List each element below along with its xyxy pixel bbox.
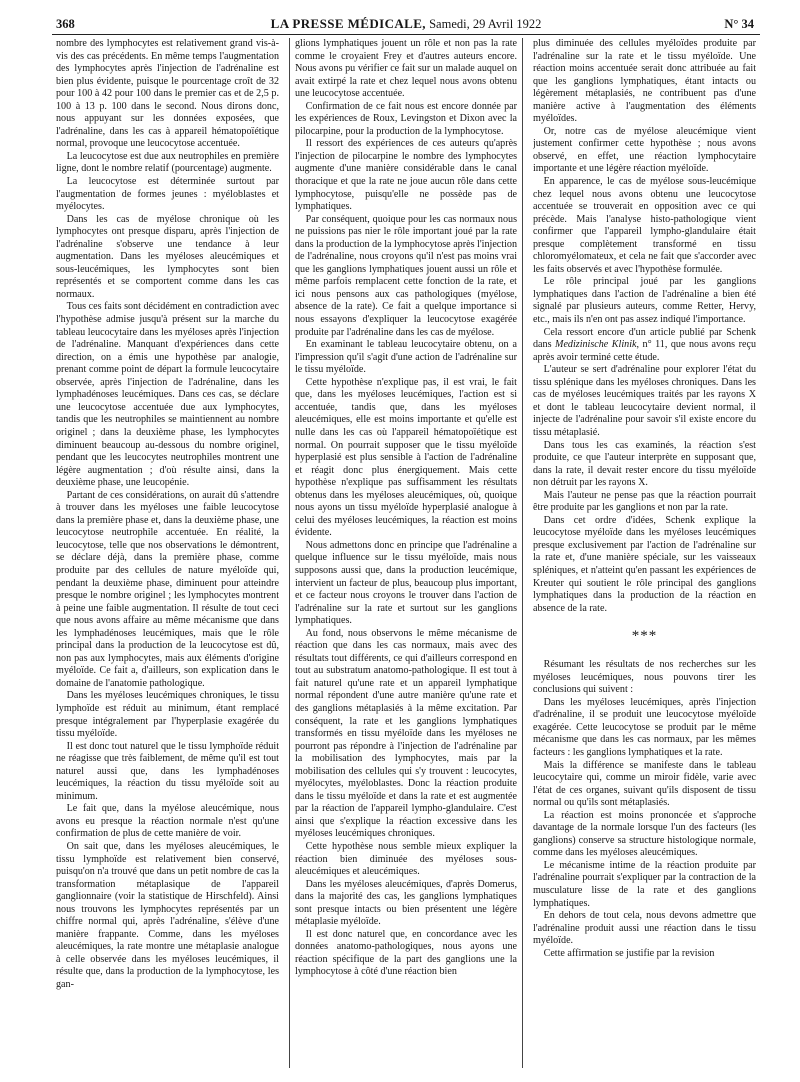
column-left (56, 38, 279, 1068)
paragraph: Il ressort des expériences de ces auteurs qu'après l'injection de pilocarpine le nombre des lymphocytes augmente d'une manière considérable dans le canal thoracique et que la rate ne joue aucun rôle dans cette lymphocytose, puisqu'elle ne possède pas de lymphatiques. (295, 138, 517, 213)
paragraph: Résumant les résultats de nos recherches sur les myéloses leucémiques, nous pouvons tirer les conclusions qui suivent : (533, 659, 756, 696)
paragraph: Cette hypothèse nous semble mieux expliquer la réaction bien diminuée des myéloses sous-aleucémiques et aleucémiques. (295, 841, 517, 878)
paragraph: Le mécanisme intime de la réaction produite par l'adrénaline pourrait s'expliquer par la contraction de la musculature lisse de la rate et des ganglions lymphatiques. (533, 859, 756, 909)
paragraph: Tous ces faits sont décidément en contradiction avec l'hypothèse admise jusqu'à présent sur la marche du tableau leucocytaire dans les myéloses après l'injection de l'adrénaline. Manquant d'expériences dans cette direction, on a émis une hypothèse par analogie, prenant comme point de départ la formule leucocytaire observée, après l'injection de l'adrénaline, dans les lymphadénoses leucémiques. Dans ces cas, se déclare une leucocytose accentuée due aux lymphocytes, tandis que les neutrophiles se maintiennent au nombre originel ; dans la deuxième phase, les lymphocytes diminuent beaucoup au-dessous du nombre originel, pendant que les leucocytes neutrophiles montrent une légère augmentation ; d'où résulte ainsi, dans la deuxième phase, une leucopénie. (56, 301, 279, 489)
paragraph: Confirmation de ce fait nous est encore donnée par les expériences de Roux, Levingston et Dixon avec la pilocarpine, pour la production de la lymphocytose. (295, 100, 517, 137)
column-right (533, 38, 756, 1068)
section-separator: *** (631, 628, 658, 645)
paragraph: Cette affirmation se justifie par la revision (543, 947, 715, 959)
paragraph: Dans les myéloses aleucémiques, d'après Domerus, dans la majorité des cas, les ganglions lymphatiques sont presque intacts ou bien présentent une légère métaplasie myéloïde. (295, 878, 517, 928)
paragraph: Cette hypothèse n'explique pas, il est vrai, le fait que, dans les myéloses leucémiques, l'action est si accentuée, tandis que, dans les myéloses aleucémiques, elle est moins importante et qu'elle est nulle dans les cas où l'appareil hématopoïétique est normal. On pourrait supposer que le tissu myéloïde hyperplasié est plus sensible à l'action de l'adrénaline et réagit donc plus énergiquement. Mais cette hypothèse n'explique pas suffisamment les résultats obtenus dans les myéloses aleucémiques, où, quoique nous ayons un tissu myéloïde hyperplasié analogue à celui des myéloses leucémiques, la réaction est moins évidente. (295, 376, 517, 539)
issue-number: N° 34 (724, 17, 754, 31)
paragraph: Dans les myéloses leucémiques chroniques, le tissu lymphoïde est réduit au minimum, étant remplacé presque intégralement par l'hyperplasie exagérée du tissu myéloïde. (56, 690, 279, 740)
page-header (52, 12, 760, 35)
paragraph: Dans cet ordre d'idées, Schenk explique la leucocytose myéloïde dans les myéloses leucémiques presque exclusivement par l'action de l'adrénaline sur la rate et, d'une manière spéciale, sur les vaisseaux spléniques, et n'atteint qu'en passant les expériences de Kreuter qui soutient le rôle principal des ganglions lymphatiques dans la production de la réaction en absence de la rate. (533, 514, 756, 614)
paragraph: Au fond, nous observons le même mécanisme de réaction que dans les cas normaux, mais avec des résultats tout différents, ce qui d'ailleurs correspond en tout au substratum anatomo-pathologique. Il est tout à fait naturel qu'une rate et un appareil lymphatique normal répondent d'une autre manière qu'une rate et des ganglions métaplasiés à la même excitation. Par conséquent, la rate et les ganglions lymphatiques transformés en tissu myéloïde dans les myéloses ne pourront pas répondre à l'injection de l'adrénaline par la mobilisation des lymphocytes, mais par la mobilisation des cellules qui s'y trouvent : leucocytes, myélocytes, myéloblastes. Donc la réaction produite dans le tissu myéloïde et dans la rate et est augmentée par la réaction de l'appareil lympho-glandulaire. C'est ainsi que s'explique la réaction excessive dans les myéloses leucémiques chroniques. (295, 627, 517, 840)
paragraph: Par conséquent, quoique pour les cas normaux nous ne puissions pas nier le rôle important joué par la rate dans la production de la lymphocytose après l'injection de l'adrénaline, nous croyons qu'il n'est pas moins vrai que les ganglions lymphatiques jouent aussi un rôle et même parfois remplacent cette fonction de la rate, et ici nous pensons aux cas pathologiques (myélose, absence de la rate). Ce fait a quelque importance si nous essayons d'expliquer la leucocytose exagérée produite par l'adrénaline dans les cas de myélose. (295, 213, 517, 338)
paragraph: plus diminuée des cellules myéloïdes produite par l'adrénaline sur la rate et le tissu myéloïde. Une réaction moins accentuée serait donc attribuée au fait que les ganglions lymphatiques, étant intacts ou légèrement métaplasiés, ne contribuent pas d'une manière active à l'augmentation des éléments myéloïdes. (533, 38, 756, 125)
issue-date: Samedi, 29 Avril 1922 (429, 17, 542, 31)
paragraph: Le fait que, dans la myélose aleucémique, nous avons eu presque la réaction normale n'est qu'une confirmation de plus de cette manière de voir. (56, 803, 279, 840)
paragraph: Mais la différence se manifeste dans le tableau leucocytaire qui, comme un miroir fidèle, varie avec l'état de ces organes, suivant qu'ils disposent de tissu normal ou qu'ils sont métaplasiés. (533, 759, 756, 809)
column-middle (289, 38, 523, 1068)
paragraph: Dans tous les cas examinés, la réaction s'est produite, ce que l'auteur interprète en supposant que, dans la rate, il devait rester encore du tissu myéloïde non détruit par les rayons X. (533, 439, 756, 489)
paragraph: En dehors de tout cela, nous devons admettre que l'adrénaline produit aussi une réaction dans le tissu myéloïde. (533, 910, 756, 947)
paragraph: Nous admettons donc en principe que l'adrénaline a quelque influence sur le tissu myéloïde, mais nous supposons aussi que, dans la production leucémique, intervient un facteur de plus, beaucoup plus important, et ce facteur nous croyons le trouver dans l'action de l'adrénaline sur la rate et surtout sur les ganglions lymphatiques. (295, 539, 517, 627)
paragraph: Il est donc naturel que, en concordance avec les données anatomo-pathologiques, nous ayons une réaction spécifique de la part des ganglions une la lymphocytose à côté d'une réaction bien (295, 928, 517, 978)
right-column-upper-text (533, 38, 756, 615)
journal-name: LA PRESSE MÉDICALE, (270, 16, 426, 31)
paragraph: Le rôle principal joué par les ganglions lymphatiques dans l'action de l'adrénaline a bien été signalé par plusieurs auteurs, comme Retter, Hervy, etc., mais ils n'en ont pas assez indiqué l'importance. (533, 276, 756, 326)
paragraph: Dans les myéloses leucémiques, après l'injection d'adrénaline, il se produit une leucocytose myéloïde exagérée. Cette leucocytose se produit par le même mécanisme que dans les cas normaux, par les mêmes facteurs : les ganglions lymphatiques et la rate. (533, 696, 756, 758)
paragraph: La leucocytose est déterminée surtout par l'augmentation de formes jeunes : myéloblastes et myélocytes. (56, 176, 279, 213)
paragraph: Cela ressort encore d'un article publié par Schenk dans Medizinische Klinik, n° 11, que nous avons reçu après avoir terminé cette étude. (533, 326, 756, 363)
paragraph: Dans les cas de myélose chronique où les lymphocytes ont presque disparu, après l'injection de l'adrénaline s'observe une tendance à leur augmentation. Dans les myéloses aleucémiques et sous-leucémiques, les lymphocytes sont bien représentés et se comportent comme dans les cas normaux. (56, 213, 279, 300)
paragraph: glions lymphatiques jouent un rôle et non pas la rate comme le croyaient Frey et d'autres auteurs encore. Nous avons pu vérifier ce fait sur un malade auquel on avait extirpé la rate et chez lequel nous avons obtenu une leucocytose accentuée. (295, 38, 517, 100)
article-body (56, 38, 756, 1068)
paragraph: La réaction est moins prononcée et s'approche davantage de la normale lorsque l'un des facteurs (les ganglions) conserve sa structure histologique normale, comme dans les myéloses aleucémiques. (533, 809, 756, 859)
paragraph: Il est donc tout naturel que le tissu lymphoïde réduit ne réagisse que très faiblement, de même qu'il est tout naturel aussi que, dans les lymphadénoses leucémiques, la réaction du tissu myéloïde soit au minimum. (56, 740, 279, 802)
paragraph: L'auteur se sert d'adrénaline pour explorer l'état du tissu splénique dans les myéloses chroniques. Dans les cas de myéloses leucémiques traités par les rayons X et dont le tableau leucocytaire devient normal, il injecte de l'adrénaline pour savoir s'il existe encore du tissu métaplasié. (533, 364, 756, 438)
paragraph: Partant de ces considérations, on aurait dû s'attendre à trouver dans les myéloses une faible leucocytose dans la première phase et, dans la deuxième phase, une leucocytose neutrophile accentuée. En réalité, la leucocytose, telle que nos observations le démontrent, se déclare déjà, dans la première phase, comme produite par des cellules de nature myéloïde qui, pendant la deuxième phase, diminuent pour atteindre presque le nombre originel ; les lymphocytes montrent à peine une faible augmentation. Il résulte de tout ceci que nous avons affaire au même mécanisme que dans les lymphadénoses leucémiques, mais que le rôle principal dans la production de la leucocytose est dû, non pas aux lymphocytes, mais aux éléments d'origine myéloïde. Ce fait a, d'ailleurs, son explication dans le domaine de l'anatomie pathologique. (56, 489, 279, 689)
conclusions-text (533, 659, 756, 960)
running-title (52, 16, 760, 32)
paragraph: La leucocytose est due aux neutrophiles en première ligne, dont le nombre relatif (pourcentage) augmente. (56, 150, 279, 175)
paragraph: On sait que, dans les myéloses aleucémiques, le tissu lymphoïde est relativement bien conservé, puisqu'on n'a trouvé que dans un petit nombre de cas la transformation métaplasique de l'appareil ganglionnaire (voir la statistique de Hirschfeld). Ainsi nous trouvons les lymphocytes représentés par un chiffre normal qui, après l'adrénaline, s'élève d'une manière frappante. Comme, dans les myéloses aleucémiques, la rate montre une métaplasie analogue à celle observée dans les myéloses leucémiques, il résulte que, dans la production de la lymphocytose, les gan- (56, 841, 279, 991)
paragraph: En examinant le tableau leucocytaire obtenu, on a l'impression qu'il s'agit d'une action de l'adrénaline sur le tissu myéloïde. (295, 339, 517, 376)
cited-journal: Medizinische Klinik (555, 339, 637, 351)
paragraph: En apparence, le cas de myélose sous-leucémique chez lequel nous avons obtenu une leucocytose accentuée se trouverait en opposition avec ce qui précède. Mais l'analyse histo-pathologique vient confirmer que l'appareil lympho-glandulaire était presque complètement transformé en tissu chloromyélomateux, et cela ne fait que s'accorder avec les faits observés et avec l'hypothèse formulée. (533, 176, 756, 275)
paragraph: nombre des lymphocytes est relativement grand vis-à-vis des cas précédents. En même temps l'augmentation des lymphocytes après l'injection de l'adrénaline est bien plus évidente, puisque le pourcentage croît de 32 pour 100 à 42 pour 100 dans le premier cas et de 2,5 p. 100 à 13 p. 100 dans le second. Nous dirons donc, nous appuyant sur les données exposées, que l'adrénaline, dans les cas à appareil hématopoïétique normal, provoque une leucocytose accentuée. (56, 38, 279, 150)
paragraph: Mais l'auteur ne pense pas que la réaction pourrait être produite par les ganglions et non par la rate. (533, 489, 756, 514)
page-number: 368 (56, 17, 75, 31)
paragraph: Or, notre cas de myélose aleucémique vient justement confirmer cette hypothèse ; nous avons observé, en effet, une réaction lymphocytaire importante et une légère réaction myéloïde. (533, 125, 756, 175)
